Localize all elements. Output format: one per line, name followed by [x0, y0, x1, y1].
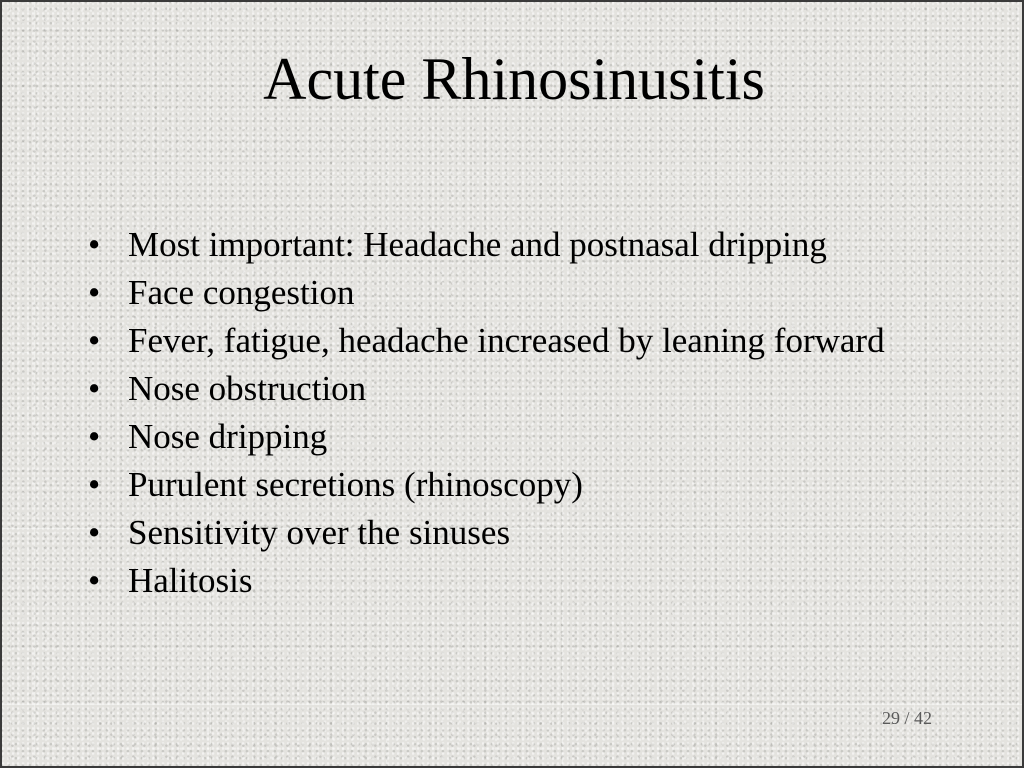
bullet-item — [88, 466, 948, 504]
bullet-text: Sensitivity over the sinuses — [128, 513, 511, 552]
page-total: / 42 — [904, 708, 933, 728]
bullet-icon: • — [88, 321, 101, 360]
bullet-item — [88, 274, 948, 312]
bullet-text: Purulent secretions (rhinoscopy) — [128, 465, 583, 504]
bullet-text: Most important: Headache and postnasal dripping — [128, 225, 827, 264]
page-counter — [882, 708, 932, 729]
bullet-item — [88, 370, 948, 408]
bullet-text: Halitosis — [128, 561, 253, 600]
bullet-text: Nose obstruction — [128, 369, 367, 408]
bullet-item — [88, 562, 948, 600]
bullet-icon: • — [88, 417, 101, 456]
bullet-item — [88, 226, 948, 264]
bullet-item — [88, 514, 948, 552]
slide-title: Acute Rhinosinusitis — [263, 46, 765, 112]
bullet-icon: • — [88, 369, 101, 408]
bullet-item — [88, 418, 948, 456]
bullet-icon: • — [88, 561, 101, 600]
bullet-text: Nose dripping — [128, 417, 328, 456]
bullet-icon: • — [88, 273, 101, 312]
bullet-text: Fever, fatigue, headache increased by leaning forward — [128, 321, 885, 360]
bullet-icon: • — [88, 465, 101, 504]
bullet-list — [88, 226, 948, 610]
bullet-item — [88, 322, 948, 360]
page-number: 29 — [882, 708, 900, 728]
bullet-icon: • — [88, 225, 101, 264]
bullet-icon: • — [88, 513, 101, 552]
bullet-text: Face congestion — [128, 273, 355, 312]
